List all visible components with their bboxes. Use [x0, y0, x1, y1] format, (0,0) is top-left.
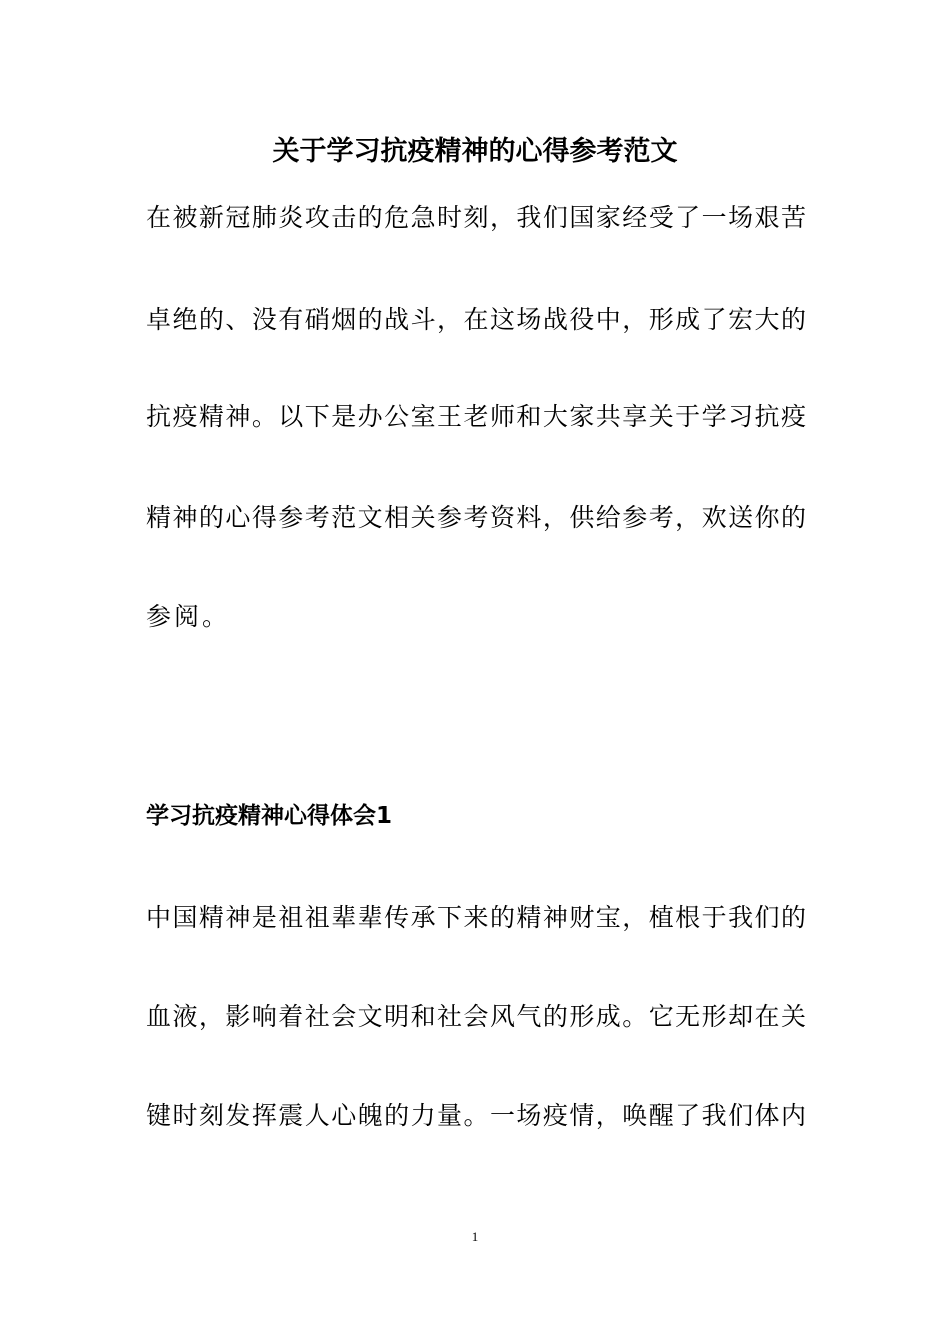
page-number: 1: [471, 1229, 479, 1244]
body-line: 中国精神是祖祖辈辈传承下来的精神财宝，植根于我们的: [146, 903, 806, 932]
intro-line: 卓绝的、没有硝烟的战斗，在这场战役中，形成了宏大的: [146, 305, 806, 334]
section-heading: 学习抗疫精神心得体会1: [146, 803, 393, 829]
intro-line: 参阅。: [146, 602, 231, 631]
intro-line: 在被新冠肺炎攻击的危急时刻，我们国家经受了一场艰苦: [146, 203, 806, 232]
body-line: 键时刻发挥震人心魄的力量。一场疫情，唤醒了我们体内: [146, 1101, 806, 1130]
document-title: 关于学习抗疫精神的心得参考范文: [272, 136, 678, 167]
body-line: 血液，影响着社会文明和社会风气的形成。它无形却在关: [146, 1002, 806, 1031]
intro-line: 抗疫精神。以下是办公室王老师和大家共享关于学习抗疫: [146, 402, 806, 431]
intro-line: 精神的心得参考范文相关参考资料，供给参考，欢送你的: [146, 503, 806, 532]
